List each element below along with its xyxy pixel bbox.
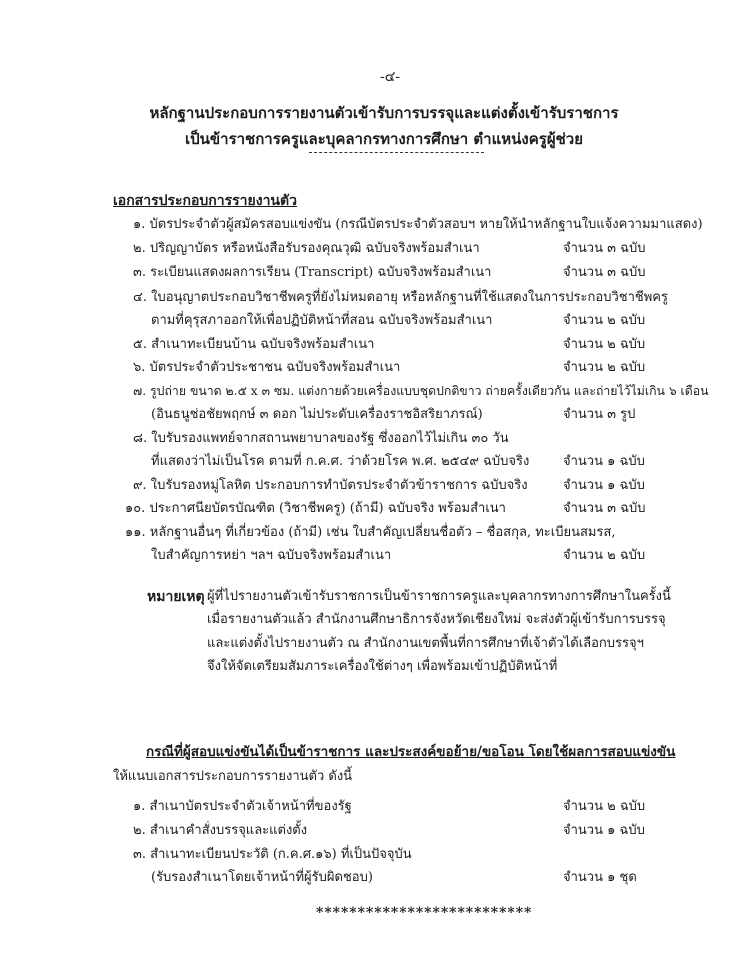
note-line: จึงให้จัดเตรียมสัมภาระเครื่องใช้ต่างๆ เพื่อพร้อมเข้าปฏิบัติหน้าที่ xyxy=(207,659,558,674)
quantity: จำนวน ๑ ฉบับ xyxy=(563,454,645,469)
list-item-continuation: ที่แสดงว่าไม่เป็นโรค ตามที่ ก.ค.ศ. ว่าด้วยโรค พ.ศ. ๒๕๔๙ ฉบับจริง xyxy=(151,454,530,469)
section2-intro: ให้แนบเอกสารประกอบการรายงานตัว ดังนี้ xyxy=(113,769,353,784)
list-item-continuation: ใบสำคัญการหย่า ฯลฯ ฉบับจริงพร้อมสำเนา xyxy=(151,548,392,563)
quantity: จำนวน ๒ ฉบับ xyxy=(563,360,646,375)
section1-heading: เอกสารประกอบการรายงานตัว xyxy=(113,193,297,209)
page-number: -๔- xyxy=(380,69,401,85)
note-line: และแต่งตั้งไปรายงานตัว ณ สำนักงานเขตพื้นที่การศึกษาที่เจ้าตัวได้เลือกบรรจุฯ xyxy=(207,636,644,651)
list-item: ๓. สำเนาทะเบียนประวัติ (ก.ค.ศ.๑๖) ที่เป็นปัจจุบัน xyxy=(133,847,412,862)
list-item: ๓. ระเบียนแสดงผลการเรียน (Transcript) ฉบับจริงพร้อมสำเนา xyxy=(133,265,492,280)
quantity: จำนวน ๒ ฉบับ xyxy=(563,337,646,352)
quantity: จำนวน ๑ ฉบับ xyxy=(563,823,645,838)
list-item: ๒. สำเนาคำสั่งบรรจุและแต่งตั้ง xyxy=(133,823,308,838)
list-item: ๘. ใบรับรองแพทย์จากสถานพยาบาลของรัฐ ซึ่งออกไว้ไม่เกิน ๓๐ วัน xyxy=(133,431,509,446)
quantity: จำนวน ๓ รูป xyxy=(563,407,636,422)
section2-heading: กรณีที่ผู้สอบแข่งขันได้เป็นข้าราชการ และประสงค์ขอย้าย/ขอโอน โดยใช้ผลการสอบแข่งขัน xyxy=(146,744,676,760)
list-item: ๑๑. หลักฐานอื่นๆ ที่เกี่ยวข้อง (ถ้ามี) เช่น ใบสำคัญเปลี่ยนชื่อตัว – ชื่อสกุล, ทะเบียนสมรส, xyxy=(125,525,616,540)
note-label: หมายเหตุ xyxy=(147,589,205,605)
quantity: จำนวน ๑ ฉบับ xyxy=(563,478,645,493)
list-item-continuation: ตามที่คุรุสภาออกให้เพื่อปฏิบัติหน้าที่สอน ฉบับจริงพร้อมสำเนา xyxy=(151,313,493,328)
list-item: ๒. ปริญญาบัตร หรือหนังสือรับรองคุณวุฒิ ฉบับจริงพร้อมสำเนา xyxy=(133,241,480,256)
note-line: เมื่อรายงานตัวแล้ว สำนักงานศึกษาธิการจังหวัดเชียงใหม่ จะส่งตัวผู้เข้ารับการบรรจุ xyxy=(207,612,666,627)
quantity: จำนวน ๒ ฉบับ xyxy=(563,548,646,563)
list-item: ๑. บัตรประจำตัวผู้สมัครสอบแข่งขัน (กรณีบัตรประจำตัวสอบฯ หายให้นำหลักฐานใบแจ้งความมาแสดง) xyxy=(133,217,703,232)
list-item: ๔. ใบอนุญาตประกอบวิชาชีพครูที่ยังไม่หมดอายุ หรือหลักฐานที่ใช้แสดงในการประกอบวิชาชีพครู xyxy=(133,290,668,305)
list-item: ๙. ใบรับรองหมู่โลหิต ประกอบการทำบัตรประจำตัวข้าราชการ ฉบับจริง xyxy=(133,478,528,493)
list-item: ๖. บัตรประจำตัวประชาชน ฉบับจริงพร้อมสำเนา xyxy=(133,360,401,375)
list-item-continuation: (รับรองสำเนาโดยเจ้าหน้าที่ผู้รับผิดชอบ) xyxy=(151,870,373,885)
quantity: จำนวน ๒ ฉบับ xyxy=(563,313,646,328)
list-item: ๑๐. ประกาศนียบัตรบัณฑิต (วิชาชีพครู) (ถ้ามี) ฉบับจริง พร้อมสำเนา xyxy=(125,501,506,516)
document-title-line2: เป็นข้าราชการครูและบุคลากรทางการศึกษา ตำแหน่งครูผู้ช่วย xyxy=(184,130,584,148)
list-item: ๗. รูปถ่าย ขนาด ๒.๕ x ๓ ซม. แต่งกายด้วยเครื่องแบบชุดปกติขาว ถ่ายครั้งเดียวกัน และถ่ายไว้ไม่เกิน ๖ เดือน xyxy=(133,384,709,398)
footer-stars: ************************** xyxy=(316,905,533,921)
quantity: จำนวน ๑ ชุด xyxy=(563,870,637,885)
title-divider xyxy=(309,152,484,153)
quantity: จำนวน ๒ ฉบับ xyxy=(563,799,646,814)
document-title-line1: หลักฐานประกอบการรายงานตัวเข้ารับการบรรจุและแต่งตั้งเข้ารับราชการ xyxy=(149,104,619,122)
list-item: ๑. สำเนาบัตรประจำตัวเจ้าหน้าที่ของรัฐ xyxy=(133,799,352,814)
list-item: ๕. สำเนาทะเบียนบ้าน ฉบับจริงพร้อมสำเนา xyxy=(133,337,375,352)
quantity: จำนวน ๓ ฉบับ xyxy=(563,501,646,516)
quantity: จำนวน ๓ ฉบับ xyxy=(563,241,646,256)
note-line: ผู้ที่ไปรายงานตัวเข้ารับราชการเป็นข้าราชการครูและบุคลากรทางการศึกษาในครั้งนี้ xyxy=(207,589,671,604)
list-item-continuation: (อินธนูช่อชัยพฤกษ์ ๓ ดอก ไม่ประดับเครื่องราชอิสริยาภรณ์) xyxy=(151,407,483,422)
quantity: จำนวน ๓ ฉบับ xyxy=(563,265,646,280)
